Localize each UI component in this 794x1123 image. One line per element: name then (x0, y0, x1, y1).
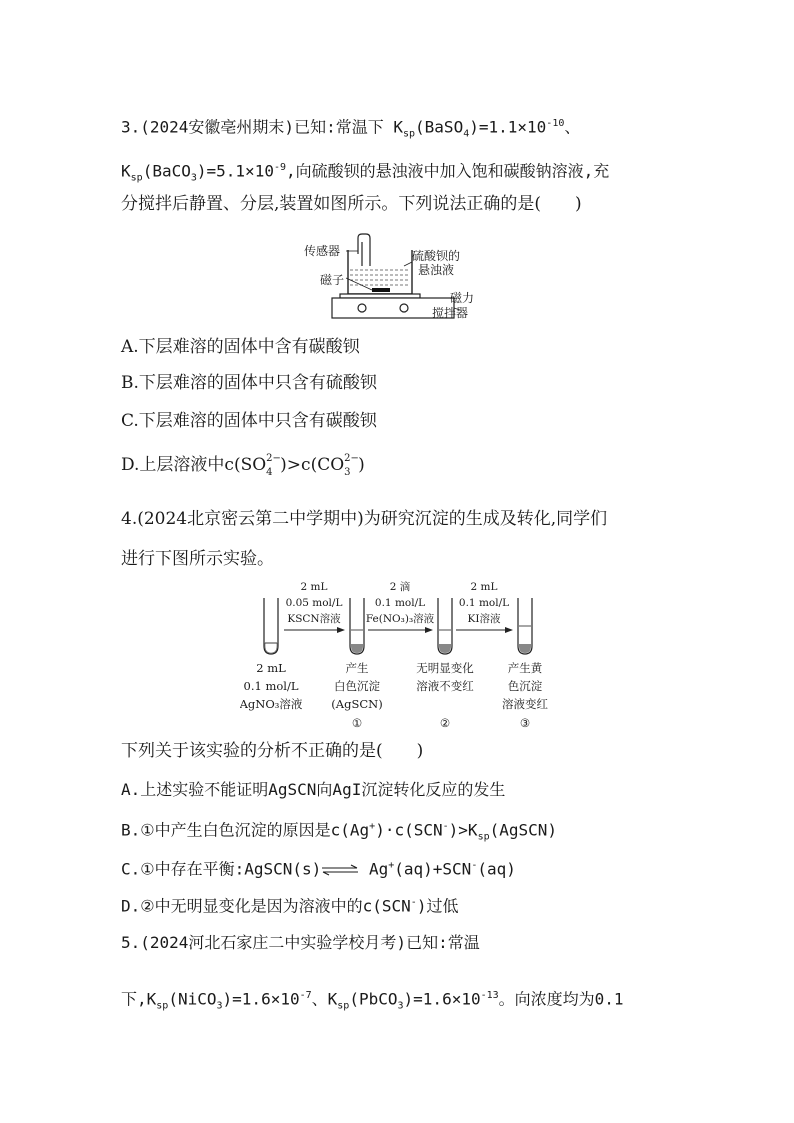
magnet-label: 磁子 (320, 273, 345, 287)
tube3-number: ③ (519, 716, 531, 730)
tube3-caption-2: 色沉淀 (507, 679, 543, 693)
q3-stem-line-1: 3.(2024安徽亳州期末)已知:常温下 $K_{sp}(BaSO_4)=1.1\times 10^{-10}$、 (121, 117, 581, 140)
step1-volume: 2 mL (300, 581, 328, 593)
q4-question: 下列关于该实验的分析不正确的是( ) (121, 741, 424, 761)
q5-stem-line-2: 下$,K_{sp}(NiCO_3)=1.6\times 10^{-7}$、$K_{sp}(PbCO_3)=1.6\times 10^{-13}$。向浓度均为0.1 (121, 989, 624, 1012)
suspension-label-1: 硫酸钡的 (412, 249, 461, 263)
q4-option-c: C.①中存在平衡:AgSCN(s) Ag+(aq)+SCN-(aq) (121, 859, 516, 879)
q3-stem-line-2: $K_{sp}(BaCO_3)=5.1\times 10^{-9}$,向硫酸钡的悬浊液中加入饱和碳酸钠溶液,充 (121, 161, 610, 184)
tube0-caption-3: AgNO₃溶液 (240, 697, 303, 711)
tube2-number: ② (439, 716, 451, 730)
step2-conc: 0.1 mol/L (374, 597, 426, 609)
sensor-label: 传感器 (304, 244, 341, 258)
tube-1 (350, 598, 364, 654)
step3-volume: 2 mL (470, 581, 498, 593)
step1-conc: 0.05 mol/L (285, 597, 343, 609)
q4-option-a: A.上述实验不能证明AgSCN向AgI沉淀转化反应的发生 (121, 780, 506, 799)
q4-stem-line-1: 4.(2024北京密云第二中学期中)为研究沉淀的生成及转化,同学们 (121, 509, 608, 529)
q3-option-a: A.下层难溶的固体中含有碳酸钡 (121, 337, 360, 357)
q3-option-d: D.上层溶液中c(SO 2− 4 )>c(CO 2− 3 ) (121, 453, 365, 478)
step3-conc: 0.1 mol/L (458, 597, 510, 609)
tube0-caption-2: 0.1 mol/L (243, 679, 299, 693)
equilibrium-arrow-icon (321, 864, 359, 876)
q4-option-d: D.②中无明显变化是因为溶液中的c(SCN-)过低 (121, 896, 459, 916)
stirrer-label-1: 磁力 (450, 291, 475, 305)
step2-volume: 2 滴 (389, 581, 411, 593)
tube0-caption-1: 2 mL (256, 661, 286, 675)
tube-3 (518, 598, 532, 654)
suspension-label-2: 悬浊液 (418, 263, 455, 277)
step1-reagent: KSCN溶液 (287, 613, 341, 625)
q3-apparatus-figure (300, 232, 500, 324)
tube-0 (264, 598, 278, 654)
tube3-caption-1: 产生黄 (507, 661, 543, 675)
tube1-caption-2: 白色沉淀 (334, 679, 380, 693)
tube2-caption-1: 无明显变化 (416, 661, 474, 675)
tube1-number: ① (351, 716, 363, 730)
q4-option-b: B.①中产生白色沉淀的原因是$c(Ag^+)\cdot c(SCN^-)>K_{sp}(AgSCN)$ (121, 820, 558, 843)
tube1-caption-1: 产生 (345, 661, 369, 675)
tube3-caption-3: 溶液变红 (502, 697, 548, 711)
stirrer-label-2: 搅拌器 (432, 306, 469, 320)
q3-option-c: C.下层难溶的固体中只含有碳酸钡 (121, 411, 377, 431)
q3-option-b: B.下层难溶的固体中只含有硫酸钡 (121, 373, 377, 393)
tube1-caption-3: (AgSCN) (331, 697, 383, 711)
q3-stem-line-3: 分搅拌后静置、分层,装置如图所示。下列说法正确的是( ) (121, 194, 582, 214)
tube-2 (438, 598, 452, 654)
tube2-caption-2: 溶液不变红 (416, 679, 474, 693)
q4-stem-line-2: 进行下图所示实验。 (121, 549, 274, 569)
step2-reagent: Fe(NO₃)₃溶液 (365, 613, 435, 625)
step3-reagent: KI溶液 (467, 613, 501, 625)
q4-experiment-figure (240, 580, 570, 736)
q5-stem-line-1: 5.(2024河北石家庄二中实验学校月考)已知:常温 (121, 933, 480, 952)
